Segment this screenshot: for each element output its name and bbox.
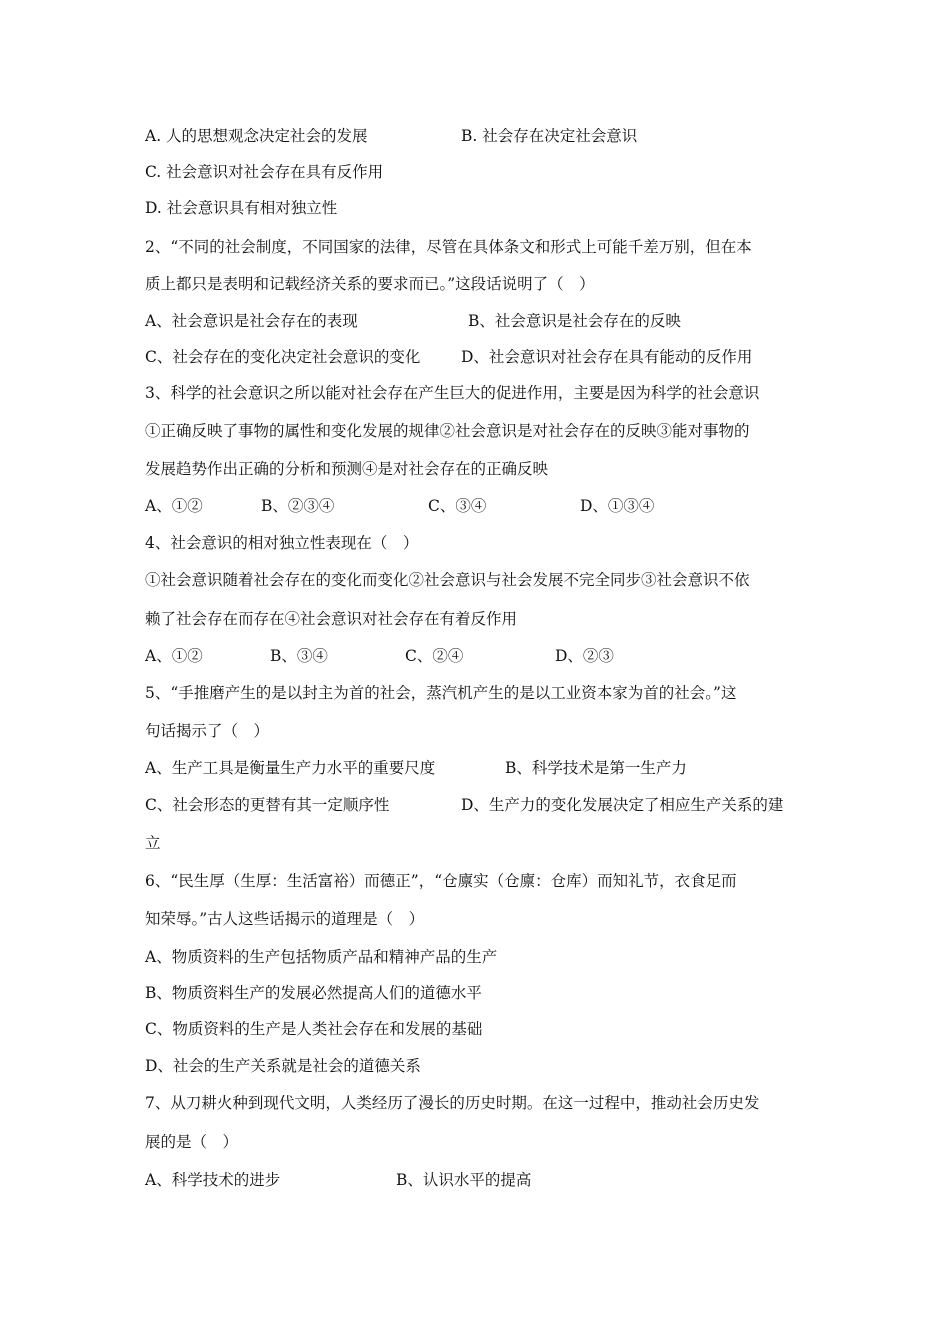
q1-option-d: D. 社会意识具有相对独立性 [145, 199, 338, 217]
q1-option-b: B. 社会存在决定社会意识 [461, 127, 638, 145]
q2-stem-line1: 2、“不同的社会制度，不同国家的法律，尽管在具体条文和形式上可能千差万别，但在本 [145, 238, 752, 256]
q4-stem-line3: 赖了社会存在而存在④社会意识对社会存在有着反作用 [145, 610, 518, 628]
q6-stem-line1: 6、“民生厚（生厚：生活富裕）而德正”，“仓廪实（仓廪：仓库）而知礼节，衣食足而 [145, 872, 737, 890]
q3-option-a: A、①② [145, 497, 203, 515]
q7-stem-line1: 7、从刀耕火种到现代文明，人类经历了漫长的历史时期。在这一过程中，推动社会历史发 [145, 1094, 760, 1112]
q2-option-d: D、社会意识对社会存在具有能动的反作用 [461, 348, 753, 366]
q7-option-b: B、认识水平的提高 [396, 1171, 532, 1189]
q4-option-d: D、②③ [555, 647, 614, 665]
q3-stem-line2: ①正确反映了事物的属性和变化发展的规律②社会意识是对社会存在的反映③能对事物的 [145, 422, 750, 440]
q6-option-c: C、物质资料的生产是人类社会存在和发展的基础 [145, 1020, 483, 1038]
q5-stem-line2: 句话揭示了（ ） [145, 722, 270, 740]
q3-stem-line1: 3、科学的社会意识之所以能对社会存在产生巨大的促进作用，主要是因为科学的社会意识 [145, 384, 760, 402]
q4-option-a: A、①② [145, 647, 203, 665]
q3-stem-line3: 发展趋势作出正确的分析和预测④是对社会存在的正确反映 [145, 460, 549, 478]
q7-stem-line2: 展的是（ ） [145, 1133, 239, 1151]
q5-option-c: C、社会形态的更替有其一定顺序性 [145, 796, 390, 814]
q2-option-c: C、社会存在的变化决定社会意识的变化 [145, 348, 421, 366]
q2-stem-line2: 质上都只是表明和记载经济关系的要求而已。”这段话说明了（ ） [145, 275, 595, 293]
q5-option-d-line2: 立 [145, 834, 161, 852]
q4-option-b: B、③④ [270, 647, 328, 665]
q1-option-c: C. 社会意识对社会存在具有反作用 [145, 163, 384, 181]
q6-option-a: A、物质资料的生产包括物质产品和精神产品的生产 [145, 948, 498, 966]
q3-option-b: B、②③④ [261, 497, 335, 515]
q5-option-d-line1: D、生产力的变化发展决定了相应生产关系的建 [461, 796, 784, 814]
q3-option-d: D、①③④ [580, 497, 655, 515]
q6-option-b: B、物质资料生产的发展必然提高人们的道德水平 [145, 984, 482, 1002]
q6-stem-line2: 知荣辱。”古人这些话揭示的道理是（ ） [145, 910, 425, 928]
q4-option-c: C、②④ [405, 647, 464, 665]
q7-option-a: A、科学技术的进步 [145, 1171, 281, 1189]
q5-option-b: B、科学技术是第一生产力 [505, 759, 687, 777]
q4-stem-line1: 4、社会意识的相对独立性表现在（ ） [145, 534, 419, 552]
q6-option-d: D、社会的生产关系就是社会的道德关系 [145, 1057, 421, 1075]
q2-option-a: A、社会意识是社会存在的表现 [145, 312, 358, 330]
q4-stem-line2: ①社会意识随着社会存在的变化而变化②社会意识与社会发展不完全同步③社会意识不依 [145, 571, 750, 589]
q5-stem-line1: 5、“手推磨产生的是以封主为首的社会，蒸汽机产生的是以工业资本家为首的社会。”这 [145, 684, 737, 702]
q2-option-b: B、社会意识是社会存在的反映 [468, 312, 681, 330]
q5-option-a: A、生产工具是衡量生产力水平的重要尺度 [145, 759, 436, 777]
q1-option-a: A. 人的思想观念决定社会的发展 [145, 127, 368, 145]
q3-option-c: C、③④ [428, 497, 487, 515]
